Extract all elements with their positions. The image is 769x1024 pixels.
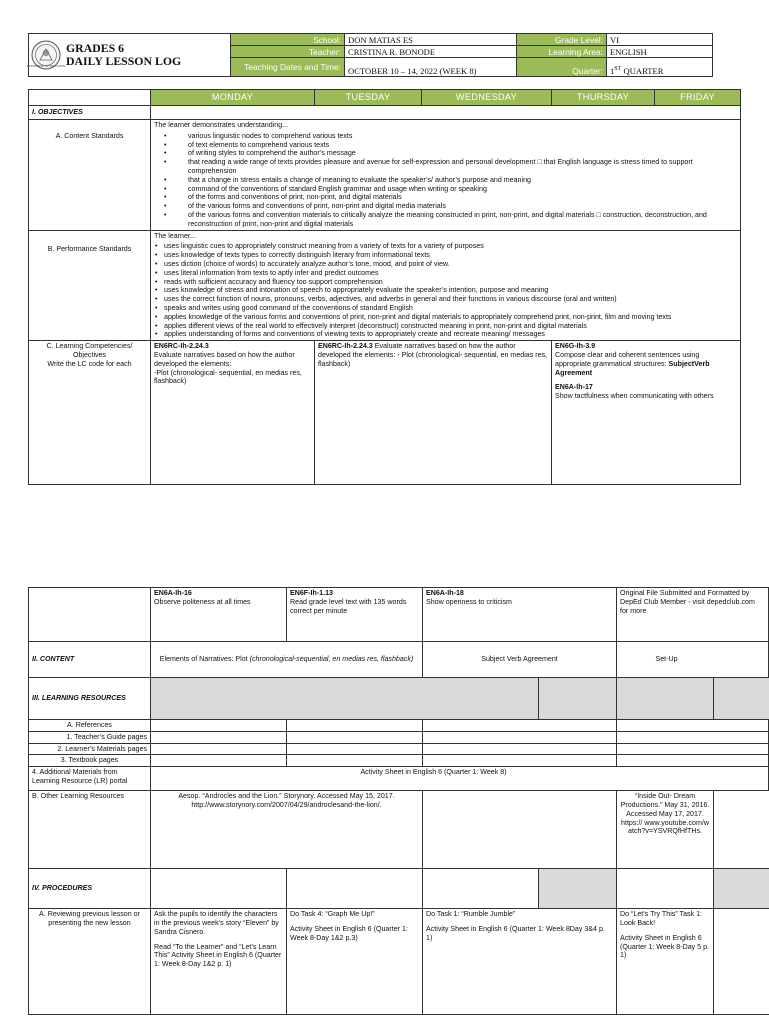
textbook-label: 3. Textbook pages (29, 755, 151, 767)
lm-friday (617, 743, 769, 755)
content-standard-item: • of the forms and conventions of print, non-print, and digital materials (154, 193, 737, 202)
content-mon-tue-plain: Elements of Narratives: Plot (159, 655, 250, 664)
references-tuesday (287, 720, 423, 732)
procedure-blank (714, 909, 769, 1015)
procedures-blank-friday (617, 869, 714, 909)
performance-standard-item: • uses the correct function of nouns, pronouns, verbs, adjectives, and adverbs in general and their functions in various discourse (oral and written) (154, 295, 737, 304)
grade-level-value: VI (607, 34, 713, 46)
quarter-word: QUARTER (621, 66, 664, 76)
other-resources-blank (714, 791, 769, 869)
procedures-grey-block-1 (539, 869, 617, 909)
procedure-wednesday (423, 909, 617, 1015)
resources-grey-block-1 (151, 678, 539, 720)
reviewing-previous-lesson-label: A. Reviewing previous lesson or presenting the new lesson (29, 909, 151, 1015)
procedure-monday (151, 909, 287, 1015)
content-standards-list (154, 132, 737, 229)
continuation-tuesday (287, 588, 423, 642)
textbook-tuesday (287, 755, 423, 767)
other-resources-monday: Aesop. “Androcles and the Lion.” Storynory. Accessed May 15, 2017. http://www.storynory.com/2007/04/29/androclesand-the-lion/. (151, 791, 423, 869)
competency-wednesday-bold: SubjectVerb Agreement (555, 359, 710, 377)
performance-standards-cell (151, 230, 741, 341)
performance-standards-intro: The learner... (154, 231, 196, 240)
competency-monday (151, 341, 315, 485)
procedures-blank-tuesday (287, 869, 423, 909)
deped-seal-icon (27, 40, 65, 70)
learning-competencies-label: C. Learning Competencies/ Objectives Write the LC code for each (29, 341, 151, 485)
content-standard-item: • of the various forms and convention materials to critically analyze the meaning constructed in print, non-print, and digital materials □ construction, deconstruction, and reconstruction of print, non-print and digital materials (154, 211, 737, 229)
additional-materials-label: 4. Additional Materials from Learning Resource (LR) portal (29, 767, 151, 791)
tg-tuesday (287, 731, 423, 743)
continuation-tuesday-code: EN6F-Ih-1.13 (290, 589, 333, 597)
day-header-tuesday: TUESDAY (315, 90, 422, 106)
performance-standards-label: B. Performance Standards (29, 230, 151, 341)
continuation-label-blank (29, 588, 151, 642)
continuation-monday-code: EN6A-Ih-16 (154, 589, 192, 597)
performance-standards-list (154, 242, 737, 339)
other-resources-label: B. Other Learning Resources (29, 791, 151, 869)
content-standards-cell (151, 120, 741, 231)
day-header-thursday: THURSDAY (552, 90, 655, 106)
procedures-section-label: IV. PROCEDURES (29, 869, 151, 909)
content-section-label: II. CONTENT (29, 642, 151, 678)
objectives-table (28, 89, 741, 485)
other-resources-friday: “Inside Out- Dream Productions.” May 31, 2016. Accessed May 17, 2017. https:// www.youtube.com/w atch?v=YSVRQfHfTHs. (617, 791, 714, 869)
competency-wednesday-code: EN6G-Ih-3.9 (555, 342, 596, 351)
day-header-friday: FRIDAY (655, 90, 741, 106)
additional-materials-value: Activity Sheet in English 6 (Quarter 1: Week 8) (151, 767, 769, 791)
procedure-friday-b: Activity Sheet in English 6 (Quarter 1: Week 8-Day 5 p. 1) (620, 933, 709, 960)
log-title: DAILY LESSON LOG (66, 54, 182, 68)
content-wednesday: Subject Verb Agreement (423, 642, 617, 678)
competency-wednesday-code2: EN6A-Ih-17 (555, 383, 593, 392)
objectives-section-blank (151, 106, 741, 120)
references-monday (151, 720, 287, 732)
resources-grey-block-4 (714, 678, 769, 720)
continuation-wednesday-text: Show openness to criticism (426, 597, 512, 606)
procedures-blank-wednesday (423, 869, 539, 909)
performance-standard-item: • uses knowledge of texts types to correctly distinguish literary from informational texts (154, 251, 737, 260)
quarter-value (607, 58, 713, 77)
tg-friday (617, 731, 769, 743)
content-resources-table (28, 587, 769, 1015)
content-standard-item: • of writing styles to comprehend the author’s message (154, 149, 737, 158)
competency-wednesday-text: Compose clear and coherent sentences using appropriate grammatical structures: (555, 350, 700, 368)
header-table (28, 33, 713, 77)
tg-monday (151, 731, 287, 743)
content-mon-tue-italic: (chronological-sequential, en medias res, flashback) (249, 655, 414, 664)
performance-standard-item: • applies understanding of forms and conventions of viewing texts to appropriately create and recreate meaning/ messages (154, 330, 737, 339)
lm-tuesday (287, 743, 423, 755)
log-title-grade: GRADES 6 (66, 41, 125, 55)
continuation-wednesday (423, 588, 617, 642)
procedure-tuesday (287, 909, 423, 1015)
procedures-grey-block-2 (714, 869, 769, 909)
resources-section-label: III. LEARNING RESOURCES (29, 678, 151, 720)
tg-wednesday (423, 731, 617, 743)
day-header-blank (29, 90, 151, 106)
performance-standard-item: • uses knowledge of stress and intonation of speech to appropriately evaluate the speaker’s intention, purpose and meaning (154, 286, 737, 295)
teaching-dates-value: OCTOBER 10 – 14, 2022 (WEEK 8) (345, 58, 517, 77)
references-label: A. References (29, 720, 151, 732)
competency-wednesday-text2: Show tactfulness when communicating with others (555, 392, 714, 401)
procedure-friday-a: Do “Let’s Try This” Task 1: Look Back! (620, 910, 703, 927)
content-standard-item: • command of the conventions of standard English grammar and usage when writing or speaking (154, 185, 737, 194)
day-header-monday: MONDAY (151, 90, 315, 106)
day-header-wednesday: WEDNESDAY (422, 90, 552, 106)
teaching-dates-label: Teaching Dates and Time: (231, 58, 345, 77)
quarter-label: Quarter: (517, 58, 607, 77)
lm-wednesday (423, 743, 617, 755)
learning-area-value: ENGLISH (607, 46, 713, 58)
procedure-monday-a: Ask the pupils to identify the characters in the previous week’s story “Eleven” by Sandra Cisnero. (154, 910, 279, 936)
performance-standard-item: • uses linguistic cues to appropriately construct meaning from a variety of texts for a variety of purposes (154, 242, 737, 251)
competency-monday-text: Evaluate narratives based on how the author developed the elements: -Plot (chronological- sequential, en medias res, flashback) (154, 350, 302, 386)
learning-area-label: Learning Area: (517, 46, 607, 58)
procedure-tuesday-b: Activity Sheet in English 6 (Quarter 1: Week 8-Day 1&2 p.3) (290, 924, 408, 942)
procedure-wednesday-b: Activity Sheet in English 6 (Quarter 1: Week 8Day 3&4 p. 1) (426, 924, 605, 942)
other-resources-wednesday (423, 791, 617, 869)
grade-level-label: Grade Level: (517, 34, 607, 46)
continuation-monday (151, 588, 287, 642)
procedure-friday (617, 909, 714, 1015)
performance-standard-item: • uses literal information from texts to aptly infer and predict outcomes (154, 269, 737, 278)
textbook-wednesday (423, 755, 617, 767)
references-wednesday (423, 720, 617, 732)
textbook-friday (617, 755, 769, 767)
performance-standard-item: • speaks and writes using good command of the conventions of standard English (154, 304, 737, 313)
competency-tuesday-code: EN6RC-Ih-2.24.3 (318, 342, 373, 351)
teacher-value: CRISTINA R. BONODE (345, 46, 517, 58)
resources-grey-block-3 (617, 678, 714, 720)
competency-tuesday-text: Evaluate narratives based on how the author developed the elements: - Plot (chronological- sequential, en medias res, flashback) (318, 342, 548, 368)
performance-standard-item: • applies different views of the real world to effectively interpret (deconstruct) constructed meaning in print, non-print and digital materials (154, 322, 737, 331)
competency-wednesday (552, 341, 741, 485)
competency-monday-code: EN6RC-Ih-2.24.3 (154, 342, 209, 351)
content-standard-item: • of text elements to comprehend various texts (154, 141, 737, 150)
continuation-tuesday-text: Read grade level text with 135 words correct per minute (290, 597, 407, 615)
performance-standard-item: • uses diction (choice of words) to accurately analyze author’s tone, mood, and point of view. (154, 260, 737, 269)
teachers-guide-label: 1. Teacher’s Guide pages (29, 731, 151, 743)
procedure-wednesday-a: Do Task 1: “Rumble Jumble” (426, 910, 516, 919)
continuation-wednesday-code: EN6A-Ih-18 (426, 589, 464, 597)
references-friday (617, 720, 769, 732)
competency-tuesday (315, 341, 552, 485)
objectives-section-label: I. OBJECTIVES (29, 106, 151, 120)
school-value: DON MATIAS ES (345, 34, 517, 46)
content-standards-intro: The learner demonstrates understanding... (154, 121, 289, 129)
content-standard-item: • that a change in stress entails a change of meaning to evaluate the speaker’s/ author’s purpose and meaning (154, 176, 737, 185)
header-logo-cell (29, 34, 231, 77)
learners-materials-label: 2. Learner’s Materials pages (29, 743, 151, 755)
procedure-monday-b: Read “To the Learner” and “Let’s Learn This” Activity Sheet in English 6 (Quarter 1: Week 8-Day 1&2 p. 1) (154, 942, 282, 969)
content-monday-tuesday (151, 642, 423, 678)
school-label: School: (231, 34, 345, 46)
resources-grey-block-2 (539, 678, 617, 720)
performance-standard-item: • reads with sufficient accuracy and fluency too support comprehension (154, 278, 737, 287)
performance-standard-item: • applies knowledge of the various forms and conventions of print, non-print and digital materials to appropriately comprehend print, non-print, film and moving texts (154, 313, 737, 322)
continuation-monday-text: Observe politeness at all times (154, 597, 251, 606)
content-standards-label: A. Content Standards (29, 120, 151, 231)
teacher-label: Teacher: (231, 46, 345, 58)
textbook-monday (151, 755, 287, 767)
procedure-tuesday-a: Do Task 4: “Graph Me Up!” (290, 910, 375, 919)
procedures-blank-monday (151, 869, 287, 909)
lm-monday (151, 743, 287, 755)
content-standard-item: • that reading a wide range of texts provides pleasure and avenue for self-expression and personal development □ that English language is stress timed to support comprehension (154, 158, 737, 176)
content-standard-item: • of the various forms and conventions of print, non-print and digital media materials (154, 202, 737, 211)
content-standard-item: • various linguistic nodes to comprehend various texts (154, 132, 737, 141)
seal-caption: DEPARTMENT OF EDUCATION (27, 65, 65, 69)
quarter-number: 1 (610, 66, 615, 76)
continuation-friday-text: Original File Submitted and Formatted by DepEd Club Member - visit depedclub.com for more (620, 589, 755, 615)
quarter-suffix: ST (614, 66, 622, 73)
continuation-friday (617, 588, 769, 642)
day-header-row (29, 90, 741, 106)
content-friday: Set-Up (617, 642, 769, 678)
